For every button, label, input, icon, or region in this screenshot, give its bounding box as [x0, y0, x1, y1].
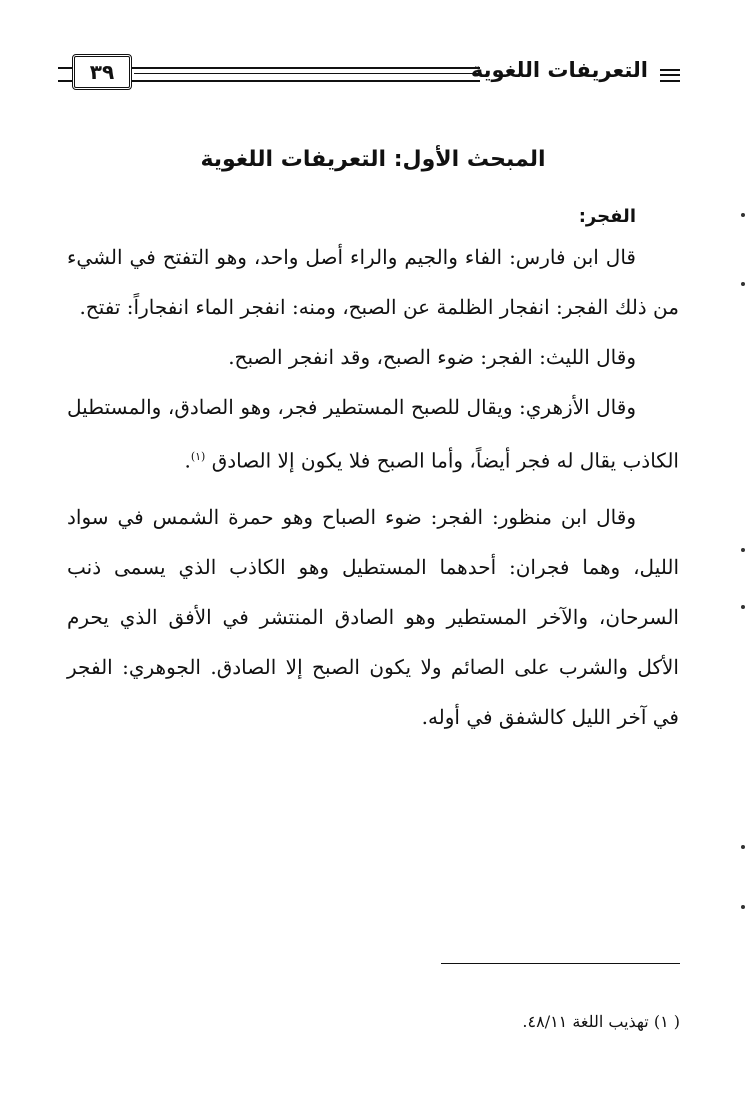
entry-term: الفجر: [578, 206, 636, 227]
paragraph-al-azhari-text: وقال الأزهري: ويقال للصبح المستطير فجر، وهو الصادق، والمستطيل الكاذب يقال له فجر أيضاً، وأما الصبح فلا يكون إلا الصادق [67, 395, 679, 473]
margin-mark [741, 845, 745, 849]
page-box-stub-left [58, 67, 72, 82]
header-ornament [660, 69, 680, 82]
paragraph-al-azhari-end: . [184, 448, 191, 473]
footnote: ( ١) تهذيب اللغة ٤٨/١١. [522, 1012, 680, 1031]
page-number: ٣٩ [72, 54, 132, 90]
footnote-marker: (١) [190, 450, 206, 463]
running-header [58, 52, 680, 98]
margin-mark [741, 905, 745, 909]
margin-mark [741, 213, 745, 217]
paragraph-al-layth: وقال الليث: الفجر: ضوء الصبح، وقد انفجر الصبح. [228, 345, 636, 369]
header-rule [134, 67, 480, 82]
footnote-divider [441, 963, 680, 964]
page-body [67, 140, 679, 742]
margin-mark [741, 548, 745, 552]
paragraph-ibn-manzur: وقال ابن منظور: الفجر: ضوء الصباح وهو حمرة الشمس في سواد الليل، وهما فجران: أحدهما المستطيل وهو الكاذب الذي يسمى ذنب السرحان، والآخر المستطير وهو الصادق المنتشر في الأفق الذي يحرم الأكل والشرب على الصائم ولا يكون الصبح إلا الصادق. الجوهري: الفجر في آخر الليل كالشفق في أوله. [67, 504, 679, 729]
margin-mark [741, 605, 745, 609]
margin-mark [741, 282, 745, 286]
paragraph-ibn-faris: قال ابن فارس: الفاء والجيم والراء أصل واحد، وهو التفتح في الشيء من ذلك الفجر: انفجار الظلمة عن الصبح، ومنه: انفجر الماء انفجاراً: تفتح. [67, 245, 679, 319]
section-title: المبحث الأول: التعريفات اللغوية [200, 147, 546, 172]
running-header-title: التعريفات اللغوية [470, 58, 648, 82]
page-box-stub-right [132, 67, 146, 82]
paragraph-al-azhari [67, 382, 679, 486]
